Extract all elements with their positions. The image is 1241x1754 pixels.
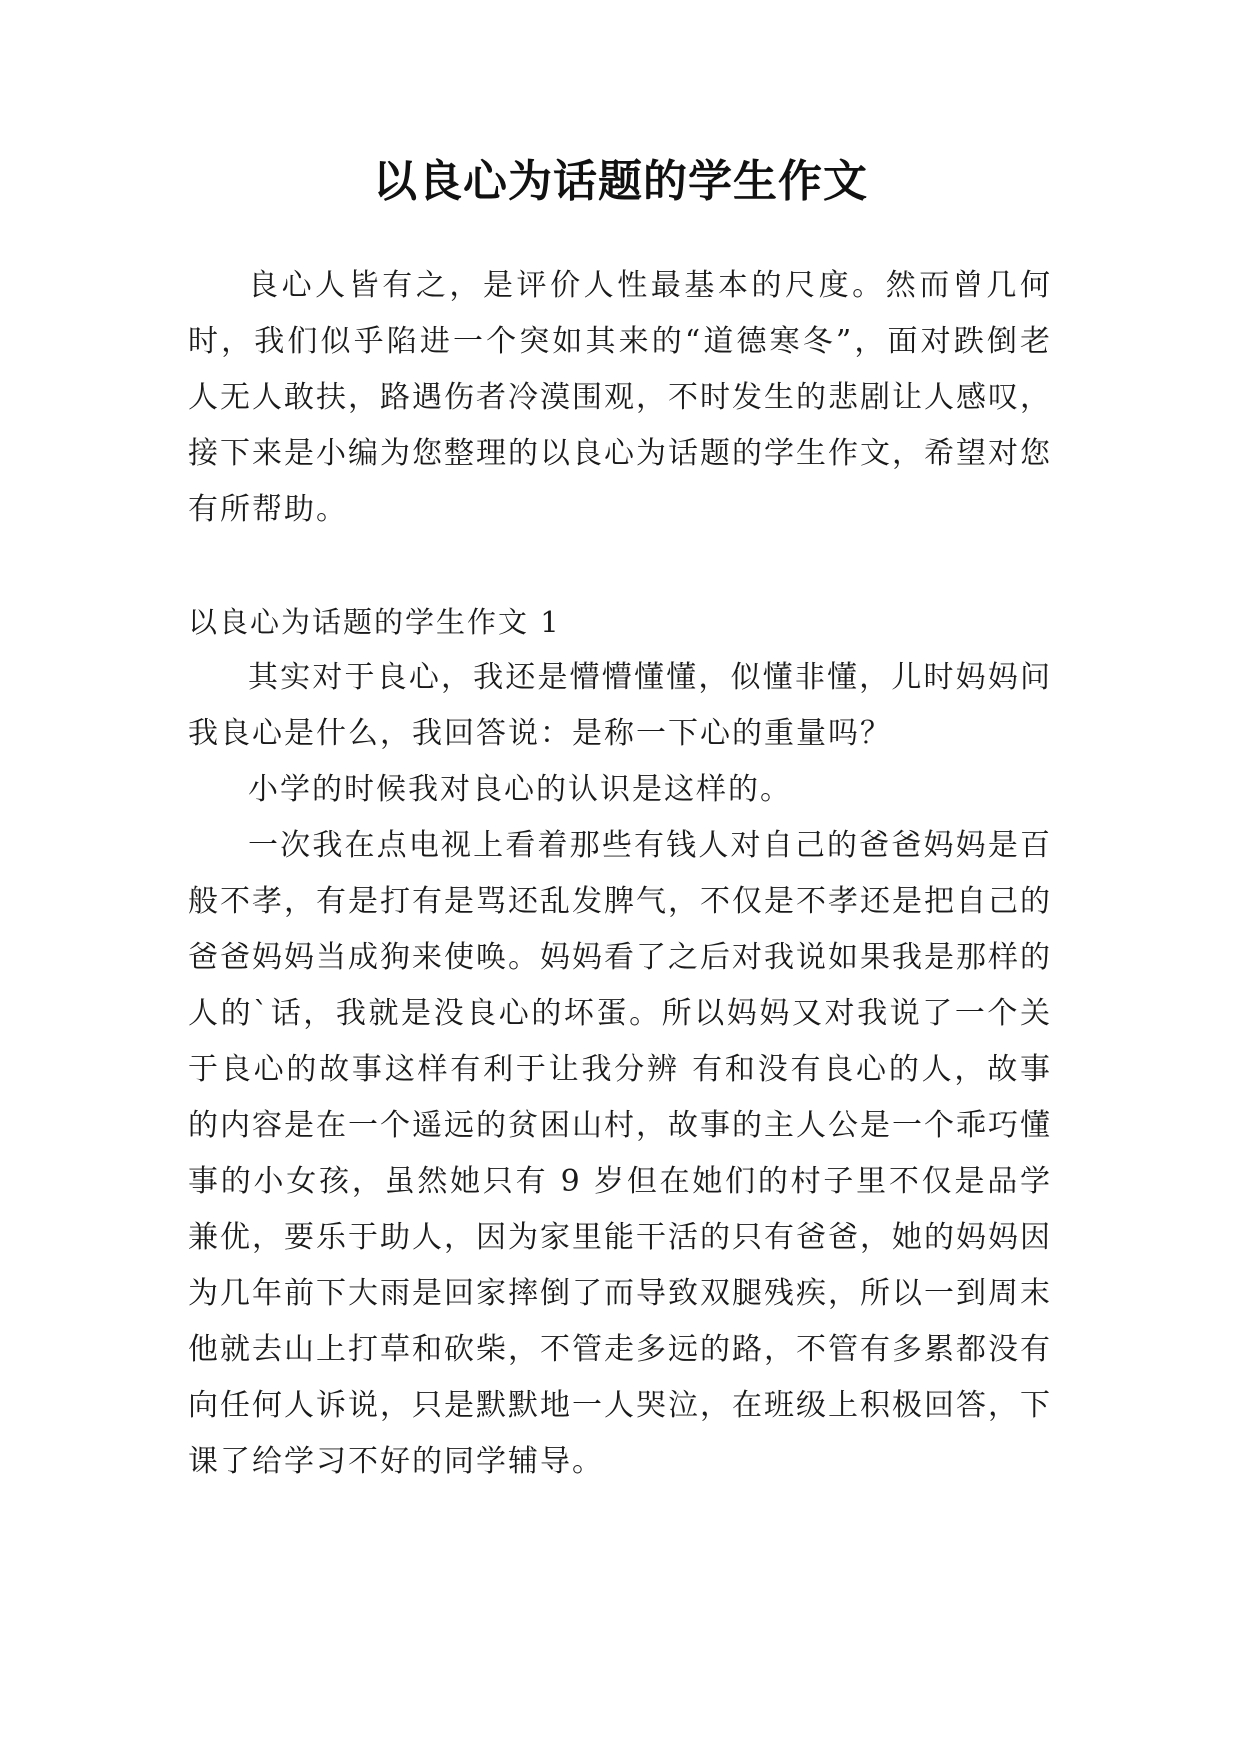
body-paragraph: 一次我在点电视上看着那些有钱人对自己的爸爸妈妈是百般不孝，有是打有是骂还乱发脾气，不仅是不孝还是把自己的爸爸妈妈当成狗来使唤。妈妈看了之后对我说如果我是那样的人的`话，我就是没良心的坏蛋。所以妈妈又对我说了一个关于良心的故事这样有利于让我分辨 有和没有良心的人，故事的内容是在一个遥远的贫困山村，故事的主人公是一个乖巧懂事的小女孩，虽然她只有 9 岁但在她们的村子里不仅是品学兼优，要乐于助人，因为家里能干活的只有爸爸，她的妈妈因为几年前下大雨是回家摔倒了而导致双腿残疾，所以一到周末他就去山上打草和砍柴，不管走多远的路，不管有多累都没有向任何人诉说，只是默默地一人哭泣，在班级上积极回答，下课了给学习不好的同学辅导。: [188, 828, 1052, 1479]
section-heading: 以良心为话题的学生作文 1: [188, 605, 561, 639]
intro-paragraph: 良心人皆有之，是评价人性最基本的尺度。然而曾几何时，我们似乎陷进一个突如其来的“道德寒冬”，面对跌倒老人无人敢扶，路遇伤者冷漠围观，不时发生的悲剧让人感叹，接下来是小编为您整理的以良心为话题的学生作文，希望对您有所帮助。: [188, 268, 1052, 527]
document-body: [188, 258, 1052, 1490]
body-paragraph: 小学的时候我对良心的认识是这样的。: [248, 772, 792, 807]
document-title: 以良心为话题的学生作文: [373, 156, 868, 207]
paragraph-spacer: [188, 538, 1052, 594]
body-paragraph: 其实对于良心，我还是懵懵懂懂，似懂非懂，儿时妈妈问我良心是什么，我回答说：是称一下心的重量吗？: [188, 660, 1052, 751]
